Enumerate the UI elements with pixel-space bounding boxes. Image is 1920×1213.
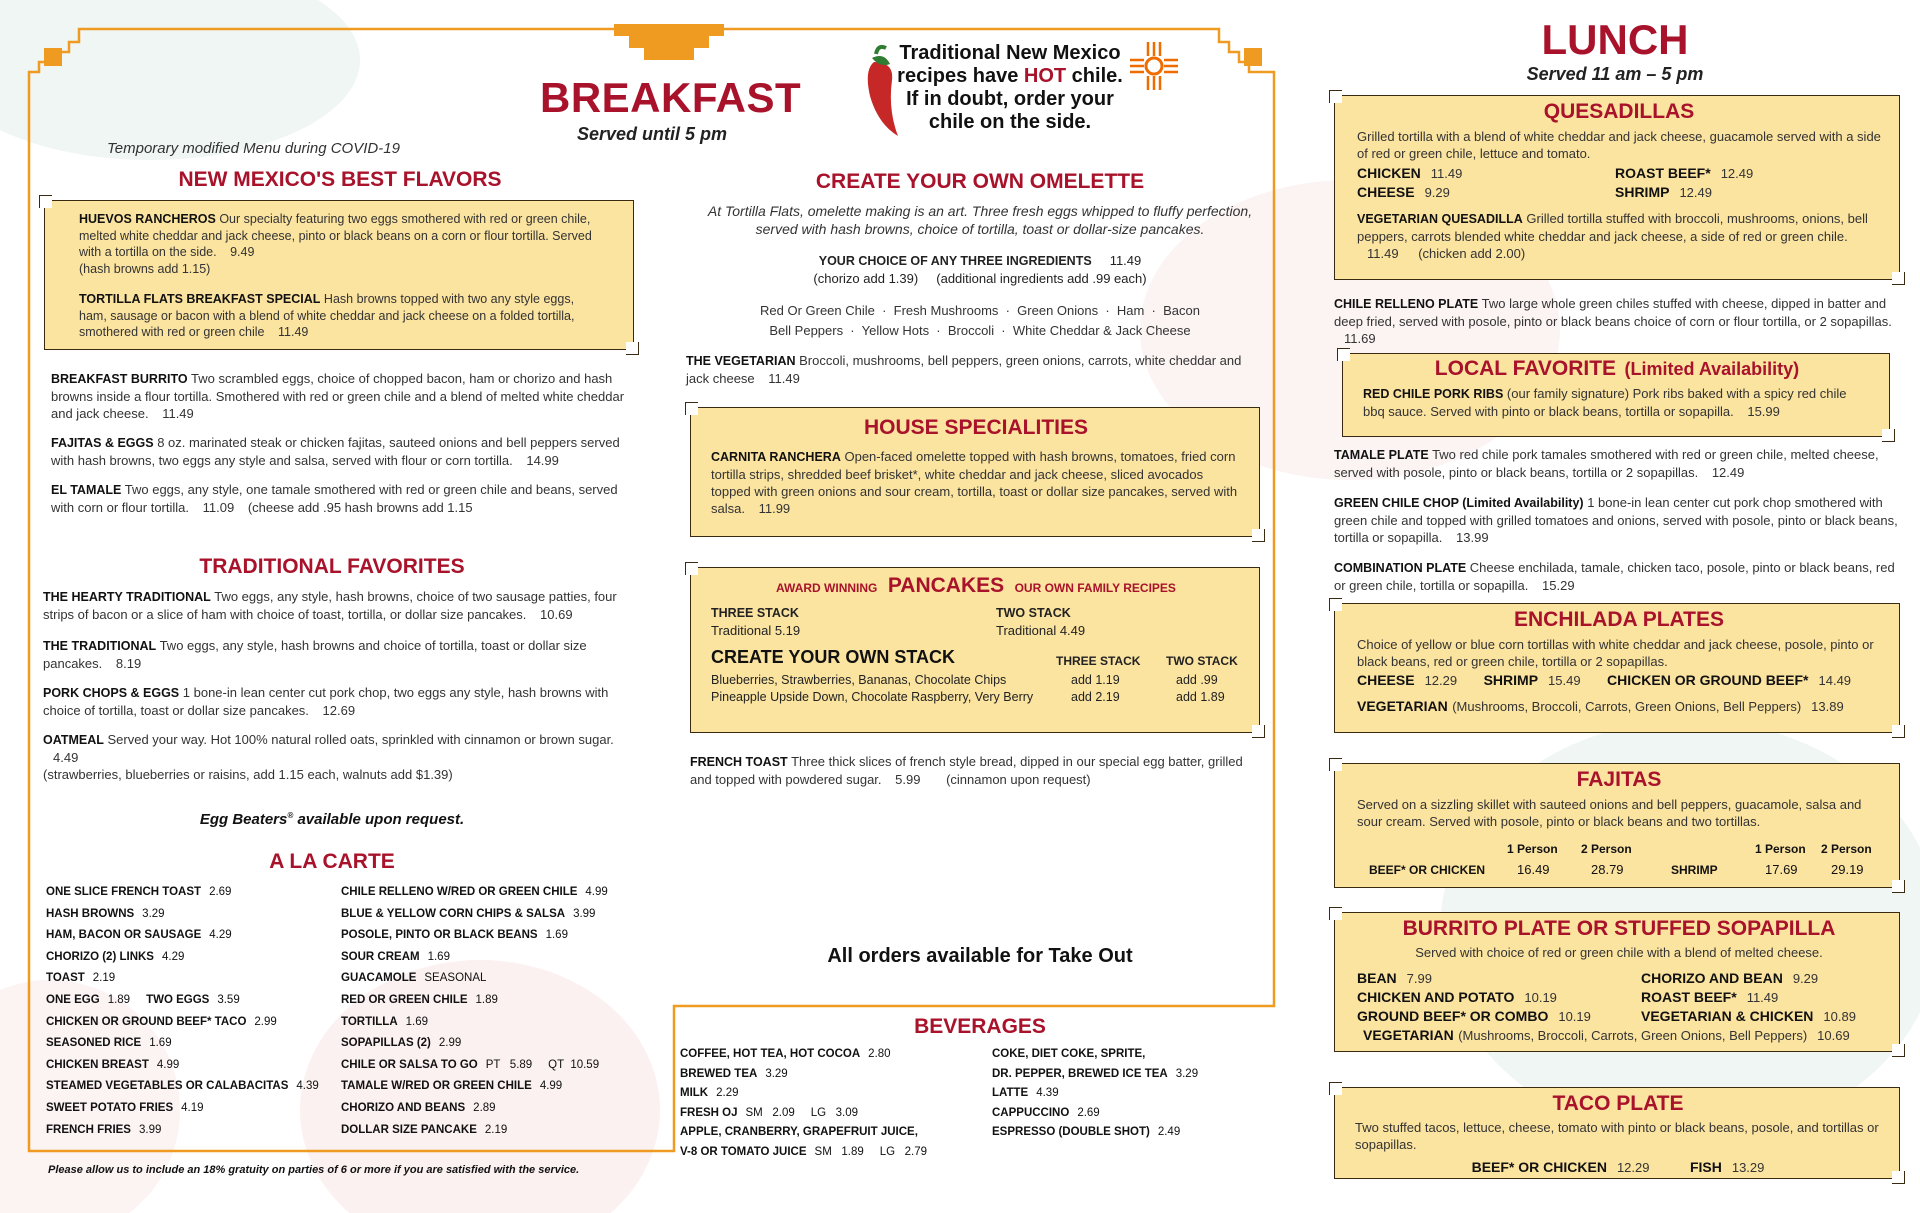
carte-left	[46, 882, 319, 1141]
carte-item: FRENCH FRIES 3.99	[46, 1123, 162, 1136]
beverage-item: MILK 2.29	[680, 1087, 739, 1099]
menu-item: THE VEGETARIAN Broccoli, mushrooms, bell peppers, green onions, carrots, white cheddar and jack cheese 11.49	[686, 353, 1242, 386]
carte-item: BLUE & YELLOW CORN CHIPS & SALSA 3.99	[341, 907, 596, 920]
beverage-item: BREWED TEA 3.29	[680, 1067, 788, 1080]
menu-item: THE TRADITIONAL Two eggs, any style, hash browns and choice of tortilla, toast or dollar size pancakes. 8.19	[43, 638, 587, 671]
carte-item: CHICKEN OR GROUND BEEF* TACO 2.99	[46, 1015, 277, 1028]
carte-item: CHICKEN BREAST 4.99	[46, 1058, 180, 1071]
carte-item: STEAMED VEGETABLES OR CALABACITAS 4.39	[46, 1080, 319, 1093]
carte-item: SOPAPILLAS (2) 2.99	[341, 1037, 462, 1050]
menu-item: ROAST BEEF* 11.49	[1641, 989, 1779, 1005]
burrito-heading: BURRITO PLATE OR STUFFED SOPAPILLA	[1402, 917, 1836, 940]
menu-item: CHILE RELLENO PLATE Two large whole green chiles stuffed with cheese, dipped in batter and deep fried, served with posole, pinto or black beans choice of corn or flour tortilla, or 2 sopapillas. 11.69	[1334, 296, 1892, 346]
carte-item: HAM, BACON OR SAUSAGE 4.29	[46, 929, 232, 942]
menu-item: GROUND BEEF* OR COMBO 10.19	[1357, 1008, 1591, 1024]
nm-best-heading: NEW MEXICO'S BEST FLAVORS	[178, 168, 502, 191]
omelette-intro: At Tortilla Flats, omelette making is an art. Three fresh eggs whipped to fluffy perfection, served with hash browns, choice of tortilla, toast or dollar-size pancakes.	[707, 203, 1253, 237]
menu-item: OATMEAL Served your way. Hot 100% natural rolled oats, sprinkled with cinnamon or brown sugar. 4.49 (strawberries, blueberries or raisins, add 1.15 each, walnuts add $1.39)	[43, 732, 614, 782]
two-stack: TWO STACK Traditional 4.49	[996, 606, 1086, 638]
fajitas-heading: FAJITAS	[1576, 768, 1662, 791]
menu-item: BREAKFAST BURRITO Two scrambled eggs, choice of chopped bacon, ham or chorizo and hash browns inside a flour tortilla. Smothered with red or green chile and a blend of melted white cheddar and jack cheese. 11.49	[51, 371, 625, 421]
carte-item: CHILE RELLENO W/RED OR GREEN CHILE 4.99	[341, 886, 608, 898]
carte-item: DOLLAR SIZE PANCAKE 2.19	[341, 1123, 508, 1136]
stack-row: Pineapple Upside Down, Chocolate Raspberry, Very Berry add 2.19 add 1.89	[711, 690, 1225, 704]
carte-item: SEASONED RICE 1.69	[46, 1037, 172, 1050]
egg-beaters-note: Egg Beaters® available upon request.	[199, 811, 465, 828]
beverage-item: FRESH OJ SM 2.09 LG 3.09	[680, 1106, 859, 1119]
pancakes-header: AWARD WINNING PANCAKES OUR OWN FAMILY RECIPES	[776, 574, 1176, 597]
menu-item: CHEESE 9.29	[1357, 184, 1450, 200]
carte-heading: A LA CARTE	[269, 850, 395, 873]
menu-item: VEGETARIAN (Mushrooms, Broccoli, Carrots, Green Onions, Bell Peppers) 10.69	[1363, 1027, 1850, 1043]
menu-item: SHRIMP 12.49	[1615, 184, 1712, 200]
carte-item: ONE SLICE FRENCH TOAST 2.69	[46, 886, 232, 898]
enchilada-heading: ENCHILADA PLATES	[1514, 608, 1724, 631]
quesadillas-panel: QUESADILLAS Grilled tortilla with a blend of white cheddar and jack cheese, guacamole served with a side of red or green chile, lettuce and tomato. CHICKEN 11.49 ROAST BEEF* 12.49 CHEESE 9.29 SHRIMP 12.49 VEGETARIAN QUESADILLA Grilled tortilla stuffed with broccoli, mushrooms, onions, bell peppers, carrots blended white cheddar and jack cheese, a side of red or green chile. 11.49 (chicken add 2.00)	[1334, 95, 1900, 280]
omelette-ingredients: Red Or Green Chile · Fresh Mushrooms · Green Onions · Ham · Bacon Bell Peppers · Yellow Hots · Broccoli · White Cheddar & Jack Cheese	[760, 303, 1200, 338]
lunch-title: LUNCH	[1541, 16, 1689, 63]
menu-item: CHORIZO AND BEAN 9.29	[1641, 970, 1819, 986]
beverage-item: COFFEE, HOT TEA, HOT COCOA 2.80	[680, 1048, 891, 1060]
menu-item: HUEVOS RANCHEROS Our specialty featuring two eggs smothered with red or green chile, melted white cheddar and jack cheese, pinto or black beans on a corn or flour tortilla. Served with a tortilla on the side. 9.49 (hash browns add 1.15)	[79, 212, 592, 276]
menu-item: VEGETARIAN & CHICKEN 10.89	[1641, 1008, 1856, 1024]
enchilada-panel: ENCHILADA PLATES Choice of yellow or blue corn tortillas with white cheddar and jack cheese, posole, pinto or black beans, red or green chile, tortilla or 2 sopapillas. CHEESE 12.29 SHRIMP 15.49 CHICKEN OR GROUND BEEF* 14.49 VEGETARIAN (Mushrooms, Broccoli, Carrots, Green Onions, Bell Peppers) 13.89	[1334, 603, 1900, 733]
stack-row: Blueberries, Strawberries, Bananas, Chocolate Chips add 1.19 add .99	[711, 673, 1218, 687]
beverage-item: COKE, DIET COKE, SPRITE,	[992, 1048, 1146, 1060]
menu-item: CHICKEN AND POTATO 10.19	[1357, 989, 1557, 1005]
beverage-item: ESPRESSO (DOUBLE SHOT) 2.49	[992, 1126, 1181, 1138]
menu-item: TAMALE PLATE Two red chile pork tamales smothered with red or green chile, melted cheese, served with posole, pinto or black beans, tortilla or 2 sopapillas. 12.49	[1334, 447, 1879, 480]
beverage-item: APPLE, CRANBERRY, GRAPEFRUIT JUICE,	[680, 1126, 918, 1138]
beverages-right	[992, 1045, 1198, 1143]
menu-item: RED CHILE PORK RIBS (our family signature) Pork ribs baked with a spicy red chile bbq sauce. Served with pinto or black beans, tortilla or sopapilla. 15.99	[1363, 386, 1847, 419]
pancakes-panel: AWARD WINNING PANCAKES OUR OWN FAMILY RECIPES THREE STACK Traditional 5.19 TWO STACK Traditional 4.49 CREATE YOUR OWN STACK THREE STACK TWO STACK Blueberries, Strawberries, Bananas, Chocolate Chips add 1.19 add .99 Pineapple Upside Down, Chocolate Raspberry, Very Berry add 2.19 add 1.89	[690, 567, 1260, 733]
local-favorite-panel: LOCAL FAVORITE (Limited Availability) RED CHILE PORK RIBS (our family signature) Pork ribs baked with a spicy red chile bbq sauce. Served with pinto or black beans, tortilla or sopapilla. 15.99	[1342, 353, 1890, 437]
menu-item: CARNITA RANCHERA Open-faced omelette topped with hash browns, tomatoes, fried corn tortilla strips, shredded beef brisket*, white cheddar and jack cheese, sliced avocados topped with green onions and sour cream, tortilla, toast or dollar size pancakes, served with salsa. 11.99	[711, 449, 1238, 516]
taco-heading: TACO PLATE	[1552, 1092, 1684, 1115]
carte-item: CHORIZO (2) LINKS 4.29	[46, 950, 185, 963]
beverage-item: CAPPUCCINO 2.69	[992, 1106, 1100, 1119]
beverages-heading: BEVERAGES	[914, 1015, 1046, 1038]
breakfast-items	[51, 370, 626, 516]
beverage-item: DR. PEPPER, BREWED ICE TEA 3.29	[992, 1067, 1199, 1080]
traditional-heading: TRADITIONAL FAVORITES	[199, 555, 465, 578]
beverages-left	[680, 1045, 927, 1162]
carte-item: TORTILLA 1.69	[341, 1015, 429, 1028]
carte-item: CHORIZO AND BEANS 2.89	[341, 1101, 496, 1114]
menu-item: TORTILLA FLATS BREAKFAST SPECIAL Hash browns topped with two any style eggs, ham, sausage or bacon with a blend of white cheddar and jack cheese on a folded tortilla, smothered with red or green chile 11.49	[79, 292, 575, 339]
menu-item: EL TAMALE Two eggs, any style, one tamale smothered with red or green chile and beans, served with corn or flour tortilla. 11.09 (cheese add .95 hash browns add 1.15	[51, 482, 618, 515]
menu-item: THE HEARTY TRADITIONAL Two eggs, any style, hash browns, choice of two sausage patties, four strips of bacon or a slice of ham with choice of toast, tortilla, or dollar size pancakes. 10.69	[43, 589, 617, 622]
carte-item: ONE EGG 1.89 TWO EGGS 3.59	[46, 993, 240, 1006]
menu-item: COMBINATION PLATE Cheese enchilada, tamale, chicken taco, posole, pinto or black beans, red or green chile, tortilla or sopapilla. 15.29	[1334, 560, 1895, 593]
carte-item: RED OR GREEN CHILE 1.89	[341, 993, 498, 1006]
omelette-choice: YOUR CHOICE OF ANY THREE INGREDIENTS 11.49 (chorizo add 1.39) (additional ingredients add .99 each)	[813, 253, 1147, 286]
breakfast-title: BREAKFAST	[540, 74, 802, 121]
menu-item: FRENCH TOAST Three thick slices of french style bread, dipped in our special egg batter, grilled and topped with powdered sugar. 5.99 (cinnamon upon request)	[690, 754, 1243, 787]
carte-item: SWEET POTATO FRIES 4.19	[46, 1101, 204, 1114]
chile-notice: Traditional New Mexico recipes have HOT chile. If in doubt, order your chile on the side.	[897, 42, 1123, 133]
taco-panel: TACO PLATE Two stuffed tacos, lettuce, cheese, tomato with pinto or black beans, posole, and tortillas or sopapillas. BEEF* OR CHICKEN 12.29 FISH 13.29	[1334, 1087, 1900, 1179]
carte-item: TAMALE W/RED OR GREEN CHILE 4.99	[341, 1080, 563, 1093]
carte-item: SOUR CREAM 1.69	[341, 950, 450, 963]
create-stack-title: CREATE YOUR OWN STACK	[711, 647, 956, 667]
lunch-served: Served 11 am – 5 pm	[1526, 64, 1704, 84]
covid-note: Temporary modified Menu during COVID-19	[107, 140, 400, 157]
nm-best-panel	[44, 200, 634, 350]
house-panel	[690, 407, 1260, 537]
carte-right	[341, 882, 608, 1141]
beverage-item: LATTE 4.39	[992, 1087, 1059, 1099]
gratuity-note: Please allow us to include an 18% gratuity on parties of 6 or more if you are satisfied with the service.	[48, 1164, 580, 1176]
menu-item: GREEN CHILE CHOP (Limited Availability) 1 bone-in lean center cut pork chop smothered with green chile and topped with grilled tomatoes and onions, served with posole, pinto or black beans, tortilla or sopapilla. 13.99	[1334, 495, 1898, 545]
beverage-item: V-8 OR TOMATO JUICE SM 1.89 LG 2.79	[680, 1145, 928, 1158]
burrito-panel: BURRITO PLATE OR STUFFED SOPAPILLA Served with choice of red or green chile with a blend of melted cheese. BEAN 7.99 CHORIZO AND BEAN 9.29 CHICKEN AND POTATO 10.19 ROAST BEEF* 11.49 GROUND BEEF* OR COMBO 10.19 VEGETARIAN & CHICKEN 10.89 VEGETARIAN (Mushrooms, Broccoli, Carrots, Green Onions, Bell Peppers) 10.69	[1334, 912, 1900, 1052]
fajitas-panel: FAJITAS Served on a sizzling skillet with sauteed onions and bell peppers, guacamole, salsa and sour cream. Served with posole, pinto or black beans and two tortillas. 1 Person 2 Person 1 Person 2 Person BEEF* OR CHICKEN 16.49 28.79 SHRIMP 17.69 29.19	[1334, 763, 1900, 888]
traditional-items	[43, 588, 628, 783]
carte-item: HASH BROWNS 3.29	[46, 907, 165, 920]
takeout-note: All orders available for Take Out	[827, 945, 1133, 967]
omelette-heading: CREATE YOUR OWN OMELETTE	[815, 170, 1145, 193]
zia-sun-icon	[1128, 40, 1180, 92]
three-stack: THREE STACK Traditional 5.19	[711, 606, 801, 638]
menu-item: CHICKEN 11.49	[1357, 165, 1463, 181]
carte-item: POSOLE, PINTO OR BLACK BEANS 1.69	[341, 929, 568, 942]
carte-item: GUACAMOLE SEASONAL	[341, 972, 487, 985]
menu-item: ROAST BEEF* 12.49	[1615, 165, 1754, 181]
menu-item: PORK CHOPS & EGGS 1 bone-in lean center cut pork chop, two eggs any style, hash browns with choice of tortilla, toast or dollar size pancakes. 12.69	[43, 685, 609, 718]
carte-item: CHILE OR SALSA TO GO PT 5.89 QT 10.59	[341, 1058, 600, 1071]
house-heading: HOUSE SPECIALITIES	[863, 416, 1089, 439]
menu-item: FAJITAS & EGGS 8 oz. marinated steak or chicken fajitas, sauteed onions and bell peppers served with hash browns, two eggs any style and salsa, served with flour or corn tortilla. 14.99	[51, 435, 620, 468]
quesadillas-heading: QUESADILLAS	[1543, 100, 1695, 123]
lunch-items	[1334, 446, 1900, 594]
carte-item: TOAST 2.19	[46, 972, 116, 985]
background-decoration	[0, 0, 360, 160]
menu-item: BEAN 7.99	[1357, 970, 1432, 986]
menu-item: VEGETARIAN QUESADILLA Grilled tortilla stuffed with broccoli, mushrooms, onions, bell peppers, carrots blended white cheddar and jack cheese, a side of red or green chile. 11.49 (chicken add 2.00)	[1357, 211, 1868, 261]
breakfast-served: Served until 5 pm	[577, 124, 728, 144]
